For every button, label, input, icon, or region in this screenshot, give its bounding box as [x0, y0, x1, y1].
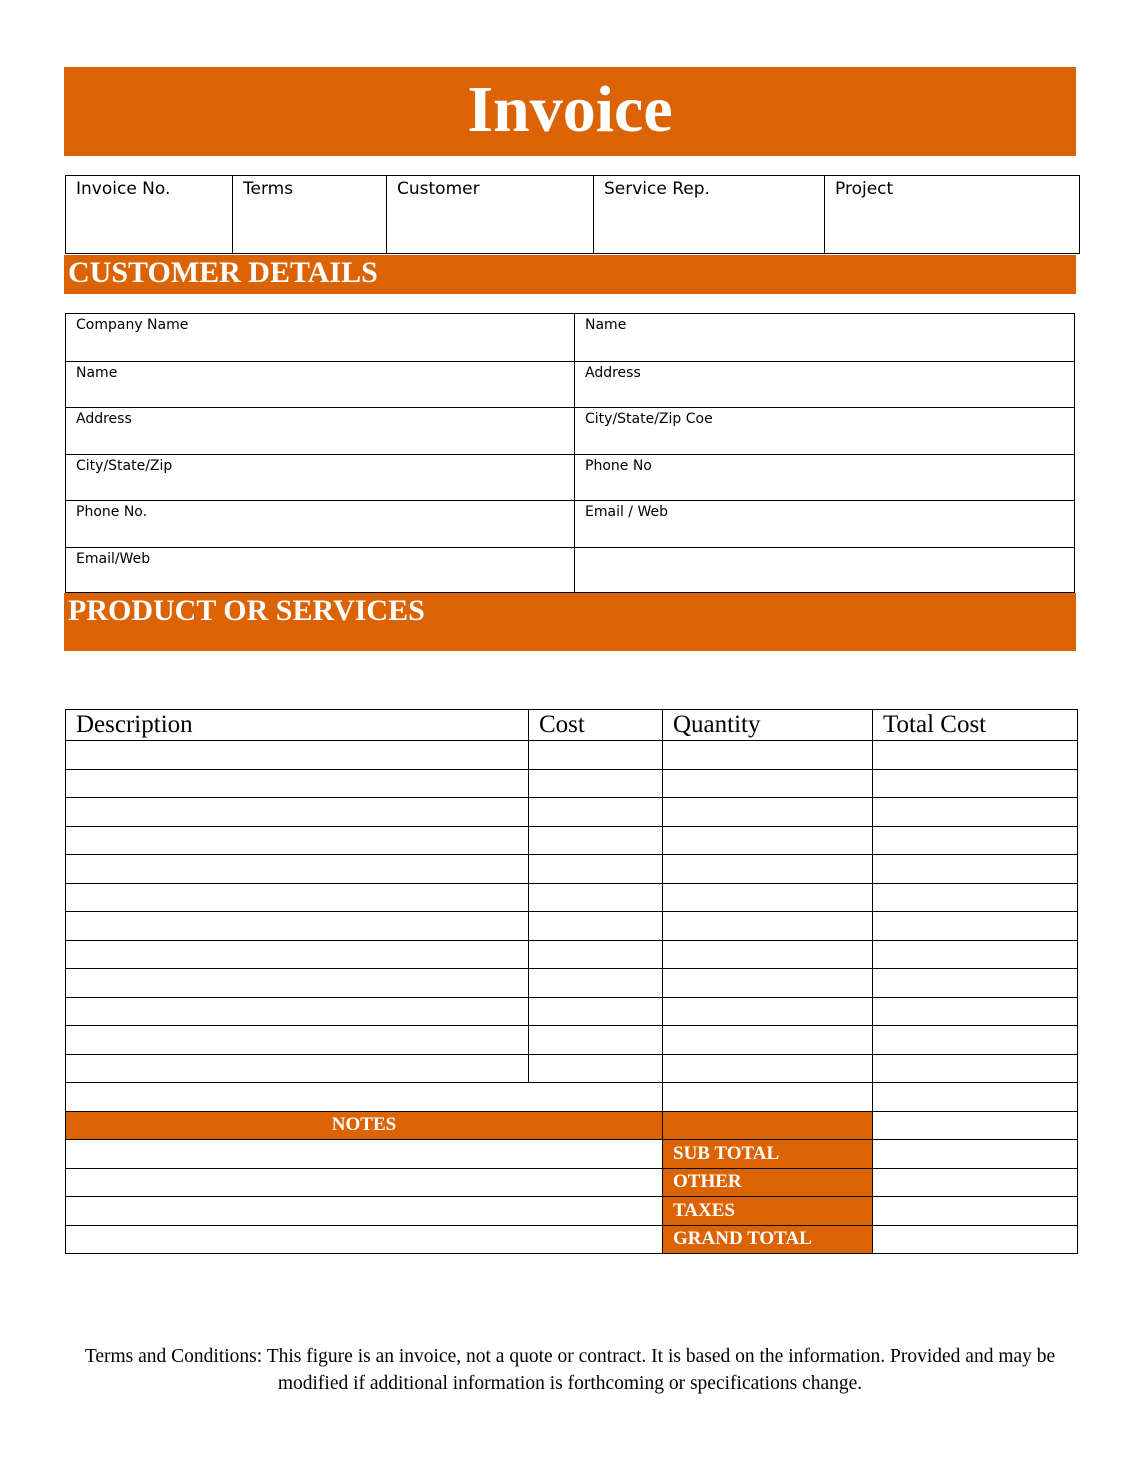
- name-field[interactable]: [66, 362, 574, 408]
- blank-cell[interactable]: [663, 1083, 873, 1112]
- quantity-header: Quantity: [663, 710, 873, 741]
- table-row: [66, 798, 1078, 827]
- customer-field[interactable]: [386, 176, 593, 253]
- cost-cell[interactable]: [529, 940, 663, 969]
- total-cost-cell[interactable]: [873, 798, 1078, 827]
- quantity-cell[interactable]: [663, 940, 873, 969]
- field-label: Name: [585, 317, 627, 333]
- customer-row: [66, 314, 1074, 361]
- terms-label: Terms: [243, 179, 294, 199]
- table-header-row: [66, 710, 1078, 741]
- invoice-info-table: [65, 175, 1080, 254]
- customer-details-heading: CUSTOMER DETAILS: [68, 256, 378, 289]
- description-cell[interactable]: [66, 997, 529, 1026]
- table-row: [66, 940, 1078, 969]
- quantity-cell[interactable]: [663, 826, 873, 855]
- total-cost-cell[interactable]: [873, 940, 1078, 969]
- cost-header: Cost: [529, 710, 663, 741]
- cost-cell[interactable]: [529, 798, 663, 827]
- description-cell[interactable]: [66, 1054, 529, 1083]
- total-cost-cell[interactable]: [873, 1054, 1078, 1083]
- field-label: Email/Web: [76, 550, 151, 567]
- service-rep-field[interactable]: [593, 176, 824, 253]
- table-row: [66, 969, 1078, 998]
- total-cost-cell[interactable]: [873, 969, 1078, 998]
- total-cost-cell[interactable]: [873, 769, 1078, 798]
- total-cost-header: Total Cost: [873, 710, 1078, 741]
- ship-name-field[interactable]: [574, 314, 1074, 361]
- field-label: Name: [76, 364, 118, 381]
- totals-header-cell: [663, 1111, 873, 1140]
- cost-cell[interactable]: [529, 912, 663, 941]
- table-row: [66, 1026, 1078, 1055]
- quantity-cell[interactable]: [663, 1054, 873, 1083]
- grand-total-label: GRAND TOTAL: [663, 1225, 873, 1254]
- description-header: Description: [66, 710, 529, 741]
- customer-row: [66, 454, 1074, 501]
- field-label: Company Name: [76, 317, 189, 333]
- totals-row: [66, 1140, 1078, 1169]
- table-row: [66, 883, 1078, 912]
- cost-cell[interactable]: [529, 997, 663, 1026]
- total-cost-cell[interactable]: [873, 997, 1078, 1026]
- cost-cell[interactable]: [529, 855, 663, 884]
- description-cell[interactable]: [66, 912, 529, 941]
- description-cell[interactable]: [66, 940, 529, 969]
- customer-label: Customer: [397, 179, 480, 199]
- notes-line[interactable]: [66, 1225, 663, 1254]
- customer-details-banner: [64, 255, 1076, 294]
- phone-field[interactable]: [66, 501, 574, 547]
- project-label: Project: [835, 179, 894, 199]
- cost-cell[interactable]: [529, 769, 663, 798]
- total-cost-cell[interactable]: [873, 912, 1078, 941]
- project-field[interactable]: [824, 176, 1079, 253]
- field-label: Address: [76, 411, 132, 427]
- cost-cell[interactable]: [529, 826, 663, 855]
- ship-address-field[interactable]: [574, 362, 1074, 408]
- address-field[interactable]: [66, 408, 574, 454]
- description-cell[interactable]: [66, 798, 529, 827]
- table-row: [66, 997, 1078, 1026]
- grand-total-value[interactable]: [873, 1225, 1078, 1254]
- invoice-no-label: Invoice No.: [76, 179, 171, 199]
- field-label: Address: [585, 364, 641, 381]
- product-services-banner: [64, 593, 1076, 651]
- blank-total-cell[interactable]: [873, 1111, 1078, 1140]
- ship-phone-field[interactable]: [574, 455, 1074, 501]
- description-cell[interactable]: [66, 883, 529, 912]
- description-cell[interactable]: [66, 969, 529, 998]
- field-label: City/State/Zip Coe: [585, 411, 713, 427]
- total-cost-cell[interactable]: [873, 826, 1078, 855]
- company-name-field[interactable]: [66, 314, 574, 361]
- table-row: [66, 769, 1078, 798]
- field-label: Phone No.: [76, 504, 148, 520]
- notes-label: NOTES: [66, 1111, 663, 1140]
- total-cost-cell[interactable]: [873, 883, 1078, 912]
- field-label: City/State/Zip: [76, 457, 173, 474]
- notes-line[interactable]: [66, 1197, 663, 1226]
- totals-row: [66, 1168, 1078, 1197]
- service-rep-label: Service Rep.: [604, 179, 710, 199]
- ship-city-state-zip-field[interactable]: [574, 408, 1074, 454]
- notes-header-row: [66, 1111, 1078, 1140]
- cost-cell[interactable]: [529, 883, 663, 912]
- invoice-title: Invoice: [467, 73, 673, 146]
- description-cell[interactable]: [66, 826, 529, 855]
- quantity-cell[interactable]: [663, 1026, 873, 1055]
- quantity-cell[interactable]: [663, 969, 873, 998]
- subtotal-label: SUB TOTAL: [663, 1140, 873, 1169]
- description-cell[interactable]: [66, 741, 529, 770]
- totals-row: [66, 1197, 1078, 1226]
- blank-field[interactable]: [574, 548, 1074, 592]
- totals-row: [66, 1225, 1078, 1254]
- quantity-cell[interactable]: [663, 798, 873, 827]
- other-label: OTHER: [663, 1168, 873, 1197]
- table-row: [66, 912, 1078, 941]
- customer-row: [66, 547, 1074, 592]
- table-row: [66, 741, 1078, 770]
- customer-details-grid: [65, 313, 1075, 593]
- description-cell[interactable]: [66, 855, 529, 884]
- table-row: [66, 1054, 1078, 1083]
- customer-row: [66, 500, 1074, 547]
- customer-row: [66, 407, 1074, 454]
- field-label: Phone No: [585, 457, 652, 474]
- cost-cell[interactable]: [529, 741, 663, 770]
- cost-cell[interactable]: [529, 1054, 663, 1083]
- invoice-no-field[interactable]: [66, 176, 232, 253]
- quantity-cell[interactable]: [663, 997, 873, 1026]
- subtotal-value[interactable]: [873, 1140, 1078, 1169]
- quantity-cell[interactable]: [663, 855, 873, 884]
- cost-cell[interactable]: [529, 1026, 663, 1055]
- other-value[interactable]: [873, 1168, 1078, 1197]
- taxes-label: TAXES: [663, 1197, 873, 1226]
- total-cost-cell[interactable]: [873, 1026, 1078, 1055]
- table-row: [66, 826, 1078, 855]
- email-web-field[interactable]: [66, 548, 574, 592]
- city-state-zip-field[interactable]: [66, 455, 574, 501]
- cost-cell[interactable]: [529, 969, 663, 998]
- description-cell[interactable]: [66, 1026, 529, 1055]
- blank-cell[interactable]: [873, 1083, 1078, 1112]
- title-banner: [64, 67, 1076, 156]
- quantity-cell[interactable]: [663, 769, 873, 798]
- table-row: [66, 855, 1078, 884]
- terms-and-conditions: Terms and Conditions: This figure is an invoice, not a quote or contract. It is based on the information. Provided and may be modified if additional information is forthcoming or specifications change.: [84, 1346, 1056, 1394]
- description-cell[interactable]: [66, 769, 529, 798]
- total-cost-cell[interactable]: [873, 741, 1078, 770]
- notes-line[interactable]: [66, 1140, 663, 1169]
- product-table: [65, 709, 1078, 1254]
- customer-row: [66, 361, 1074, 408]
- quantity-cell[interactable]: [663, 883, 873, 912]
- table-row: [66, 1083, 1078, 1112]
- quantity-cell[interactable]: [663, 741, 873, 770]
- ship-email-web-field[interactable]: [574, 501, 1074, 547]
- taxes-value[interactable]: [873, 1197, 1078, 1226]
- product-services-heading: PRODUCT OR SERVICES: [68, 594, 425, 627]
- field-label: Email / Web: [585, 504, 668, 520]
- quantity-cell[interactable]: [663, 912, 873, 941]
- notes-line[interactable]: [66, 1168, 663, 1197]
- terms-field[interactable]: [232, 176, 386, 253]
- total-cost-cell[interactable]: [873, 855, 1078, 884]
- blank-cell[interactable]: [66, 1083, 663, 1112]
